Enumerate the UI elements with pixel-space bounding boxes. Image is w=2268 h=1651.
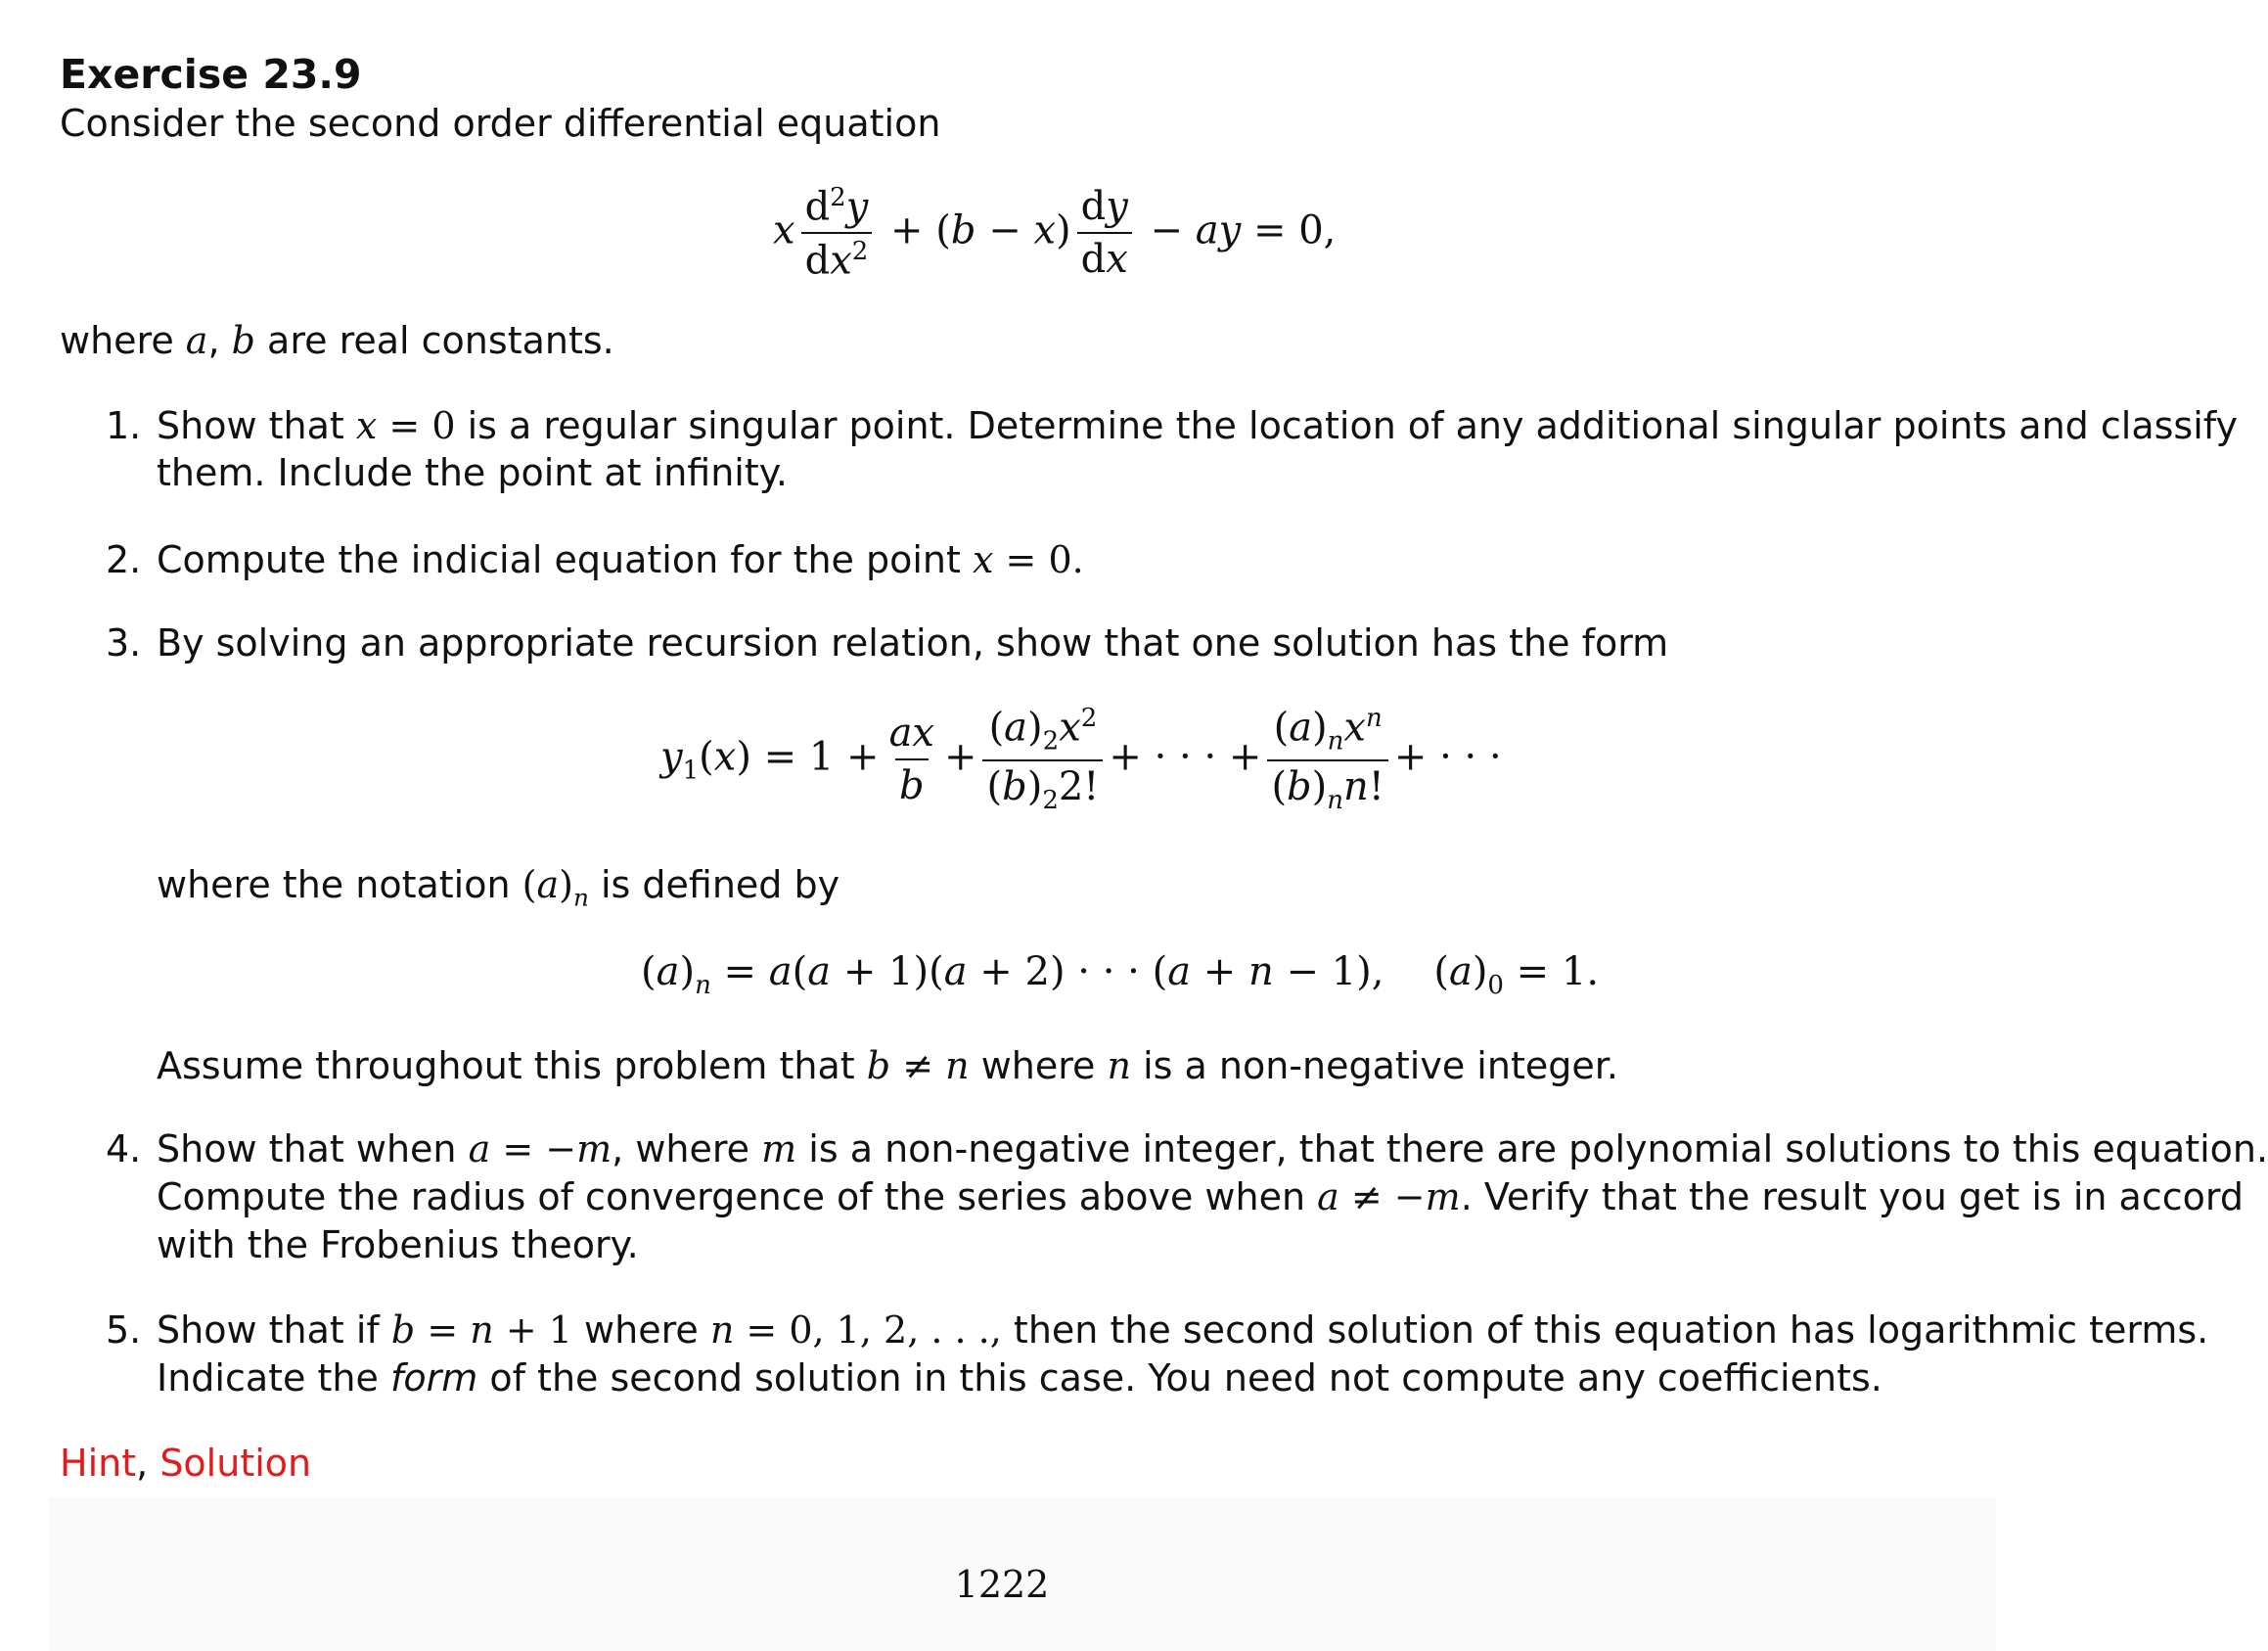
page-number: 1222 — [954, 1563, 1050, 1606]
link-separator: , — [136, 1442, 149, 1485]
item-5-number: 5. — [106, 1308, 142, 1352]
emphasis-form: form — [389, 1356, 478, 1399]
item-3-line: By solving an appropriate recursion relation, show that one solution has the form — [157, 621, 1669, 665]
main-equation: x $\frac{d^2y}{dx^2}$ + (b − x) $\frac{dy}{dx}$ − ay = 0, — [773, 183, 1337, 284]
series-equation: $y_1(x) = 1$ + $\frac{ax}{b}$ + $\frac{(a)_2x^2}{(b)_22!}$ + · · · + $\frac{(a)_nx^n}{(b)_nn!}$ + · · · — [660, 704, 1502, 815]
item-4-line-1: Show that when a = −m, where m is a non-negative integer, that there are polynomial solutions to this equation. — [157, 1127, 2268, 1170]
exercise-title: Exercise 23.9 — [60, 51, 362, 98]
item-5-line-1: Show that if b = n + 1 where n = 0, 1, 2, . . ., then the second solution of this equation has logarithmic terms. — [157, 1308, 2209, 1352]
pochhammer-definition: $(a)_n = a(a + 1)(a + 2)$ · · · (a + n − 1), $(a)_0 = 1$. — [641, 949, 1600, 1000]
item-5-line-2: Indicate the form of the second solution in this case. You need not compute any coefficients. — [157, 1356, 1882, 1399]
intro-text: Consider the second order differential equation — [60, 102, 941, 145]
item-1-number: 1. — [106, 404, 142, 447]
hint-solution-links — [60, 1440, 311, 1487]
item-3-number: 3. — [106, 621, 142, 665]
item-4-line-2: Compute the radius of convergence of the series above when a ≠ −m. Verify that the result you get is in accord — [157, 1175, 2244, 1218]
item-2-line: Compute the indicial equation for the point x = 0. — [157, 538, 1084, 581]
notation-line: where the notation $(a)_n$ is defined by — [157, 863, 840, 912]
item-1-line-2: them. Include the point at infinity. — [157, 451, 788, 494]
item-4-line-3: with the Frobenius theory. — [157, 1223, 639, 1266]
item-2-number: 2. — [106, 538, 142, 581]
item-4-number: 4. — [106, 1127, 142, 1170]
hint-link[interactable]: Hint — [60, 1442, 137, 1485]
solution-link[interactable]: Solution — [159, 1442, 312, 1485]
assumption-line: Assume throughout this problem that b ≠ n where n is a non-negative integer. — [157, 1044, 1618, 1087]
item-1-line-1: Show that x = 0 is a regular singular point. Determine the location of any additional singular points and classify — [157, 404, 2238, 447]
constants-line: where a, b are real constants. — [60, 319, 614, 362]
